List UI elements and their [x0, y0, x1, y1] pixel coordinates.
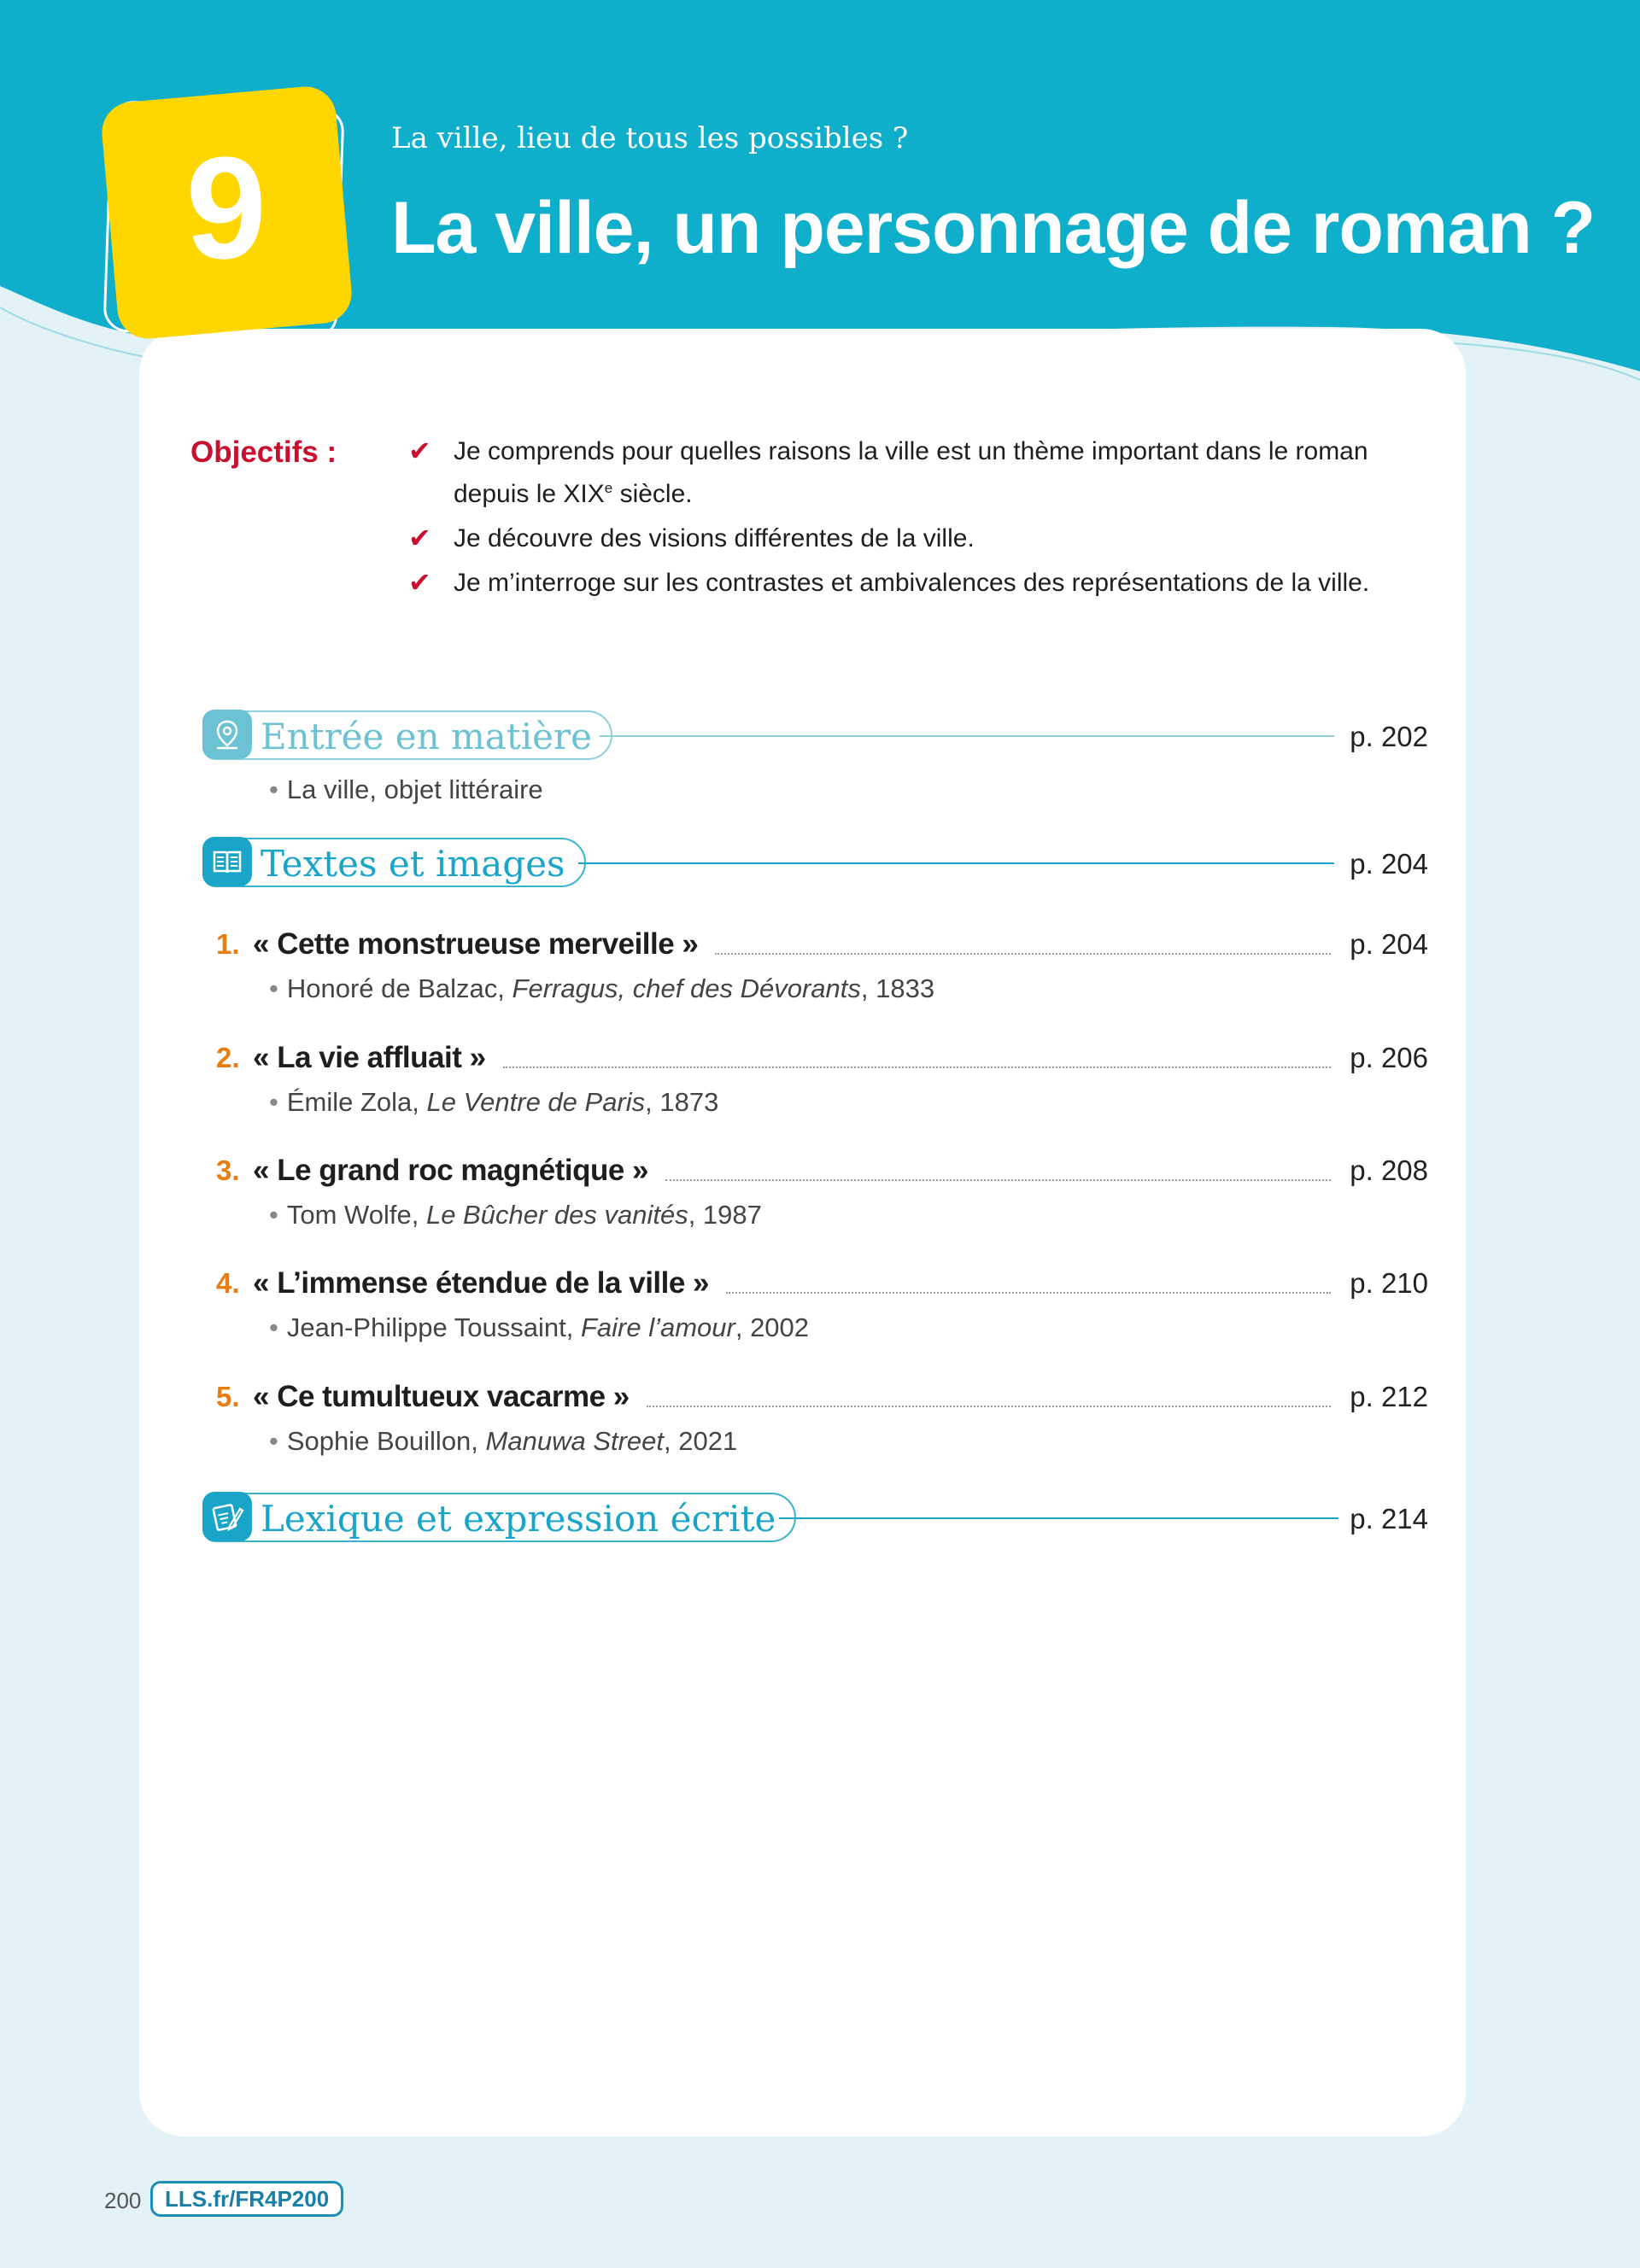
entry-author: Jean-Philippe Toussaint, — [286, 1312, 581, 1342]
entry-year: , 2002 — [735, 1312, 810, 1342]
writing-icon — [202, 1492, 252, 1541]
entry-number: 2. — [216, 1042, 240, 1073]
toc-entry[interactable] — [216, 926, 1428, 1020]
objective-text-after: siècle. — [612, 480, 693, 508]
section-subitem-text: La ville, objet littéraire — [286, 775, 543, 804]
entry-number: 3. — [216, 1154, 240, 1186]
bullet-icon: • — [269, 1200, 278, 1230]
checkmark-icon: ✔ — [408, 567, 431, 598]
book-icon — [202, 837, 252, 886]
entry-source — [269, 1312, 809, 1343]
section-title: Lexique et expression écrite — [261, 1497, 776, 1540]
page-number: 200 — [104, 2188, 142, 2213]
objective-sup: e — [604, 480, 613, 496]
entry-year: , 1833 — [860, 973, 935, 1003]
entry-author: Tom Wolfe, — [286, 1200, 426, 1230]
objective-item — [408, 564, 1416, 601]
entry-page: p. 204 — [1350, 928, 1428, 960]
bullet-icon: • — [269, 1087, 278, 1117]
section-title: Textes et images — [261, 842, 565, 885]
section-title: Entrée en matière — [261, 715, 592, 757]
entry-page: p. 210 — [1350, 1267, 1428, 1299]
entry-page: p. 208 — [1350, 1154, 1428, 1186]
entry-source — [269, 1087, 718, 1118]
section-textes-et-images[interactable] — [202, 838, 1428, 891]
entry-source — [269, 1200, 762, 1230]
entry-year: , 2021 — [664, 1426, 738, 1456]
entry-work: Manuwa Street — [485, 1426, 665, 1456]
chapter-badge — [99, 85, 354, 342]
entry-source — [269, 1426, 737, 1457]
section-rule — [578, 862, 1334, 864]
entry-author: Sophie Bouillon, — [286, 1426, 486, 1456]
bullet-icon: • — [269, 1312, 278, 1342]
dot-leader — [503, 1048, 1332, 1068]
section-rule — [779, 1517, 1338, 1519]
entry-number: 4. — [216, 1267, 240, 1299]
dot-leader — [715, 934, 1331, 955]
entry-title: « Le grand roc magnétique » — [253, 1154, 648, 1187]
toc-entry[interactable] — [216, 1039, 1428, 1133]
section-pill — [202, 838, 586, 887]
dot-leader — [726, 1273, 1331, 1294]
entry-work: Faire l’amour — [580, 1312, 735, 1342]
entry-author: Honoré de Balzac, — [286, 973, 512, 1003]
entry-title: « Ce tumultueux vacarme » — [253, 1380, 630, 1413]
footer-link-badge[interactable]: LLS.fr/FR4P200 — [150, 2181, 343, 2217]
entry-work: Le Bûcher des vanités — [425, 1200, 688, 1230]
entry-title: « La vie affluait » — [253, 1041, 486, 1074]
section-page: p. 202 — [1350, 721, 1428, 752]
section-rule — [600, 735, 1334, 737]
entry-year: , 1873 — [645, 1087, 719, 1117]
entry-work: Ferragus, chef des Dévorants — [512, 973, 861, 1003]
section-page: p. 214 — [1350, 1503, 1428, 1534]
entry-author: Émile Zola, — [286, 1087, 427, 1117]
section-pill — [202, 710, 612, 760]
toc-entry[interactable] — [216, 1265, 1428, 1359]
dot-leader — [665, 1160, 1331, 1181]
bullet-icon: • — [269, 973, 278, 1003]
chapter-kicker: La ville, lieu de tous les possibles ? — [391, 121, 909, 155]
bullet-icon: • — [269, 775, 278, 804]
checkmark-icon: ✔ — [408, 435, 431, 466]
objective-item — [408, 433, 1416, 512]
entry-work: Le Ventre de Paris — [426, 1087, 646, 1117]
objectives-list — [408, 433, 1416, 609]
section-page: p. 204 — [1350, 848, 1428, 880]
section-pill — [202, 1493, 796, 1542]
bullet-icon: • — [269, 1426, 278, 1456]
section-subitem — [269, 775, 543, 805]
toc-entry[interactable] — [216, 1378, 1428, 1472]
entry-title: « Cette monstrueuse merveille » — [253, 927, 699, 961]
map-pin-icon — [202, 710, 252, 759]
entry-year: , 1987 — [688, 1200, 762, 1230]
objective-text: Je m’interroge sur les contrastes et ambivalences des représentations de la ville. — [454, 569, 1370, 597]
toc-entry[interactable] — [216, 1152, 1428, 1246]
dot-leader — [647, 1387, 1332, 1407]
entry-page: p. 212 — [1350, 1381, 1428, 1412]
entry-number: 5. — [216, 1381, 240, 1412]
entry-title: « L’immense étendue de la ville » — [253, 1266, 710, 1300]
objective-text: Je découvre des visions différentes de la ville. — [454, 524, 975, 552]
section-lexique[interactable] — [202, 1493, 1428, 1546]
chapter-number: 9 — [185, 127, 267, 290]
section-entree-en-matiere[interactable] — [202, 710, 1428, 763]
checkmark-icon: ✔ — [408, 523, 431, 553]
objective-item — [408, 520, 1416, 557]
chapter-title: La ville, un personnage de roman ? — [391, 187, 1596, 269]
objective-text: Je comprends pour quelles raisons la ville est un thème important dans le roman depuis le XIX — [454, 437, 1368, 508]
objectives-label: Objectifs : — [190, 435, 337, 469]
entry-page: p. 206 — [1350, 1042, 1428, 1073]
entry-source — [269, 973, 934, 1004]
entry-number: 1. — [216, 928, 240, 960]
